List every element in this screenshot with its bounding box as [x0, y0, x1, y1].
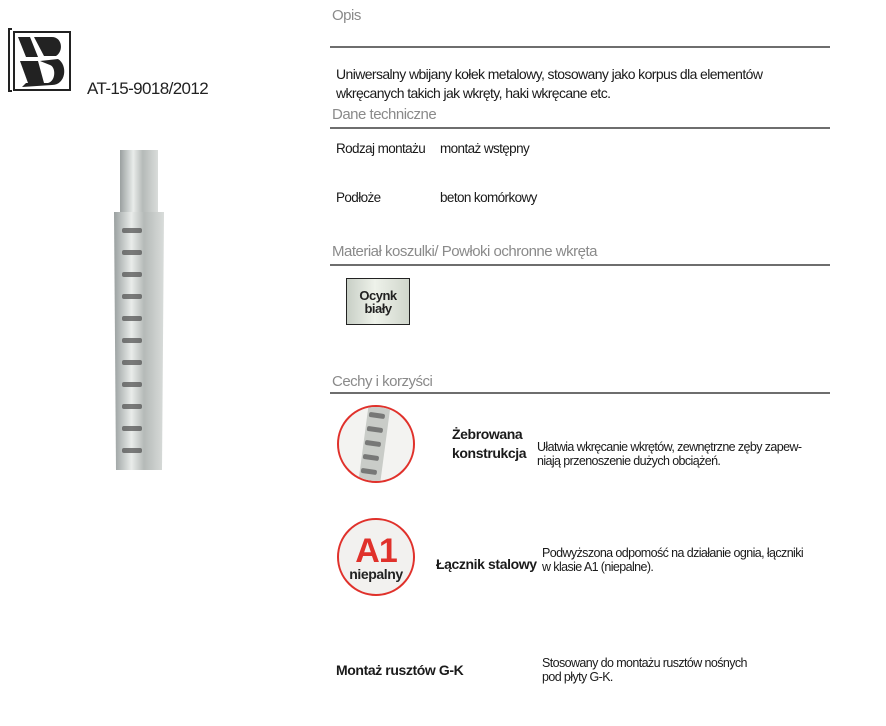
spec-label-mounting: Rodzaj montażu: [336, 141, 426, 156]
feature-text-gk: Stosowany do montażu rusztów nośnych pod płyty G-K.: [542, 656, 747, 684]
section-title-features: Cechy i korzyści: [332, 373, 433, 390]
metal-anchor-image: [100, 150, 180, 475]
feature-title-steel: Łącznik stalowy: [436, 556, 537, 572]
section-divider: [330, 392, 830, 394]
spec-value-mounting: montaż wstępny: [440, 141, 530, 156]
itb-logo-icon: [8, 25, 72, 93]
coating-badge-line2: biały: [364, 300, 392, 316]
section-title-material: Materiał koszulki/ Powłoki ochronne wkręta: [332, 243, 597, 260]
approval-number: AT-15-9018/2012: [87, 79, 209, 98]
feature-text-steel: Podwyższona odpomość na działanie ognia, łączniki w klasie A1 (niepalne).: [542, 546, 804, 574]
coating-badge: [346, 278, 410, 325]
section-divider: [330, 46, 830, 48]
coating-badge-line1: Ocynk: [359, 287, 397, 303]
spec-label-substrate: Podłoże: [336, 190, 381, 205]
section-title-technical: Dane techniczne: [332, 106, 437, 123]
section-title-description: Opis: [332, 7, 361, 24]
ribbed-anchor-icon: [337, 405, 415, 483]
section-divider: [330, 127, 830, 129]
description-text: Uniwersalny wbijany kołek metalowy, stosowany jako korpus dla elementów wkręcanych takich jak wkręty, haki wkręcane etc.: [336, 66, 763, 101]
feature-text-ribbed: Ułatwia wkręcanie wkrętów, zewnętrzne zęby zapew- niają przenoszenie dużych obciążeń.: [537, 440, 802, 468]
feature-title-gk: Montaż rusztów G-K: [336, 662, 464, 678]
section-divider: [330, 264, 830, 266]
feature-title-ribbed: Żebrowana konstrukcja: [452, 426, 527, 461]
spec-value-substrate: beton komórkowy: [440, 190, 537, 205]
a1-fire-class-icon: A1 niepalny: [337, 518, 415, 596]
